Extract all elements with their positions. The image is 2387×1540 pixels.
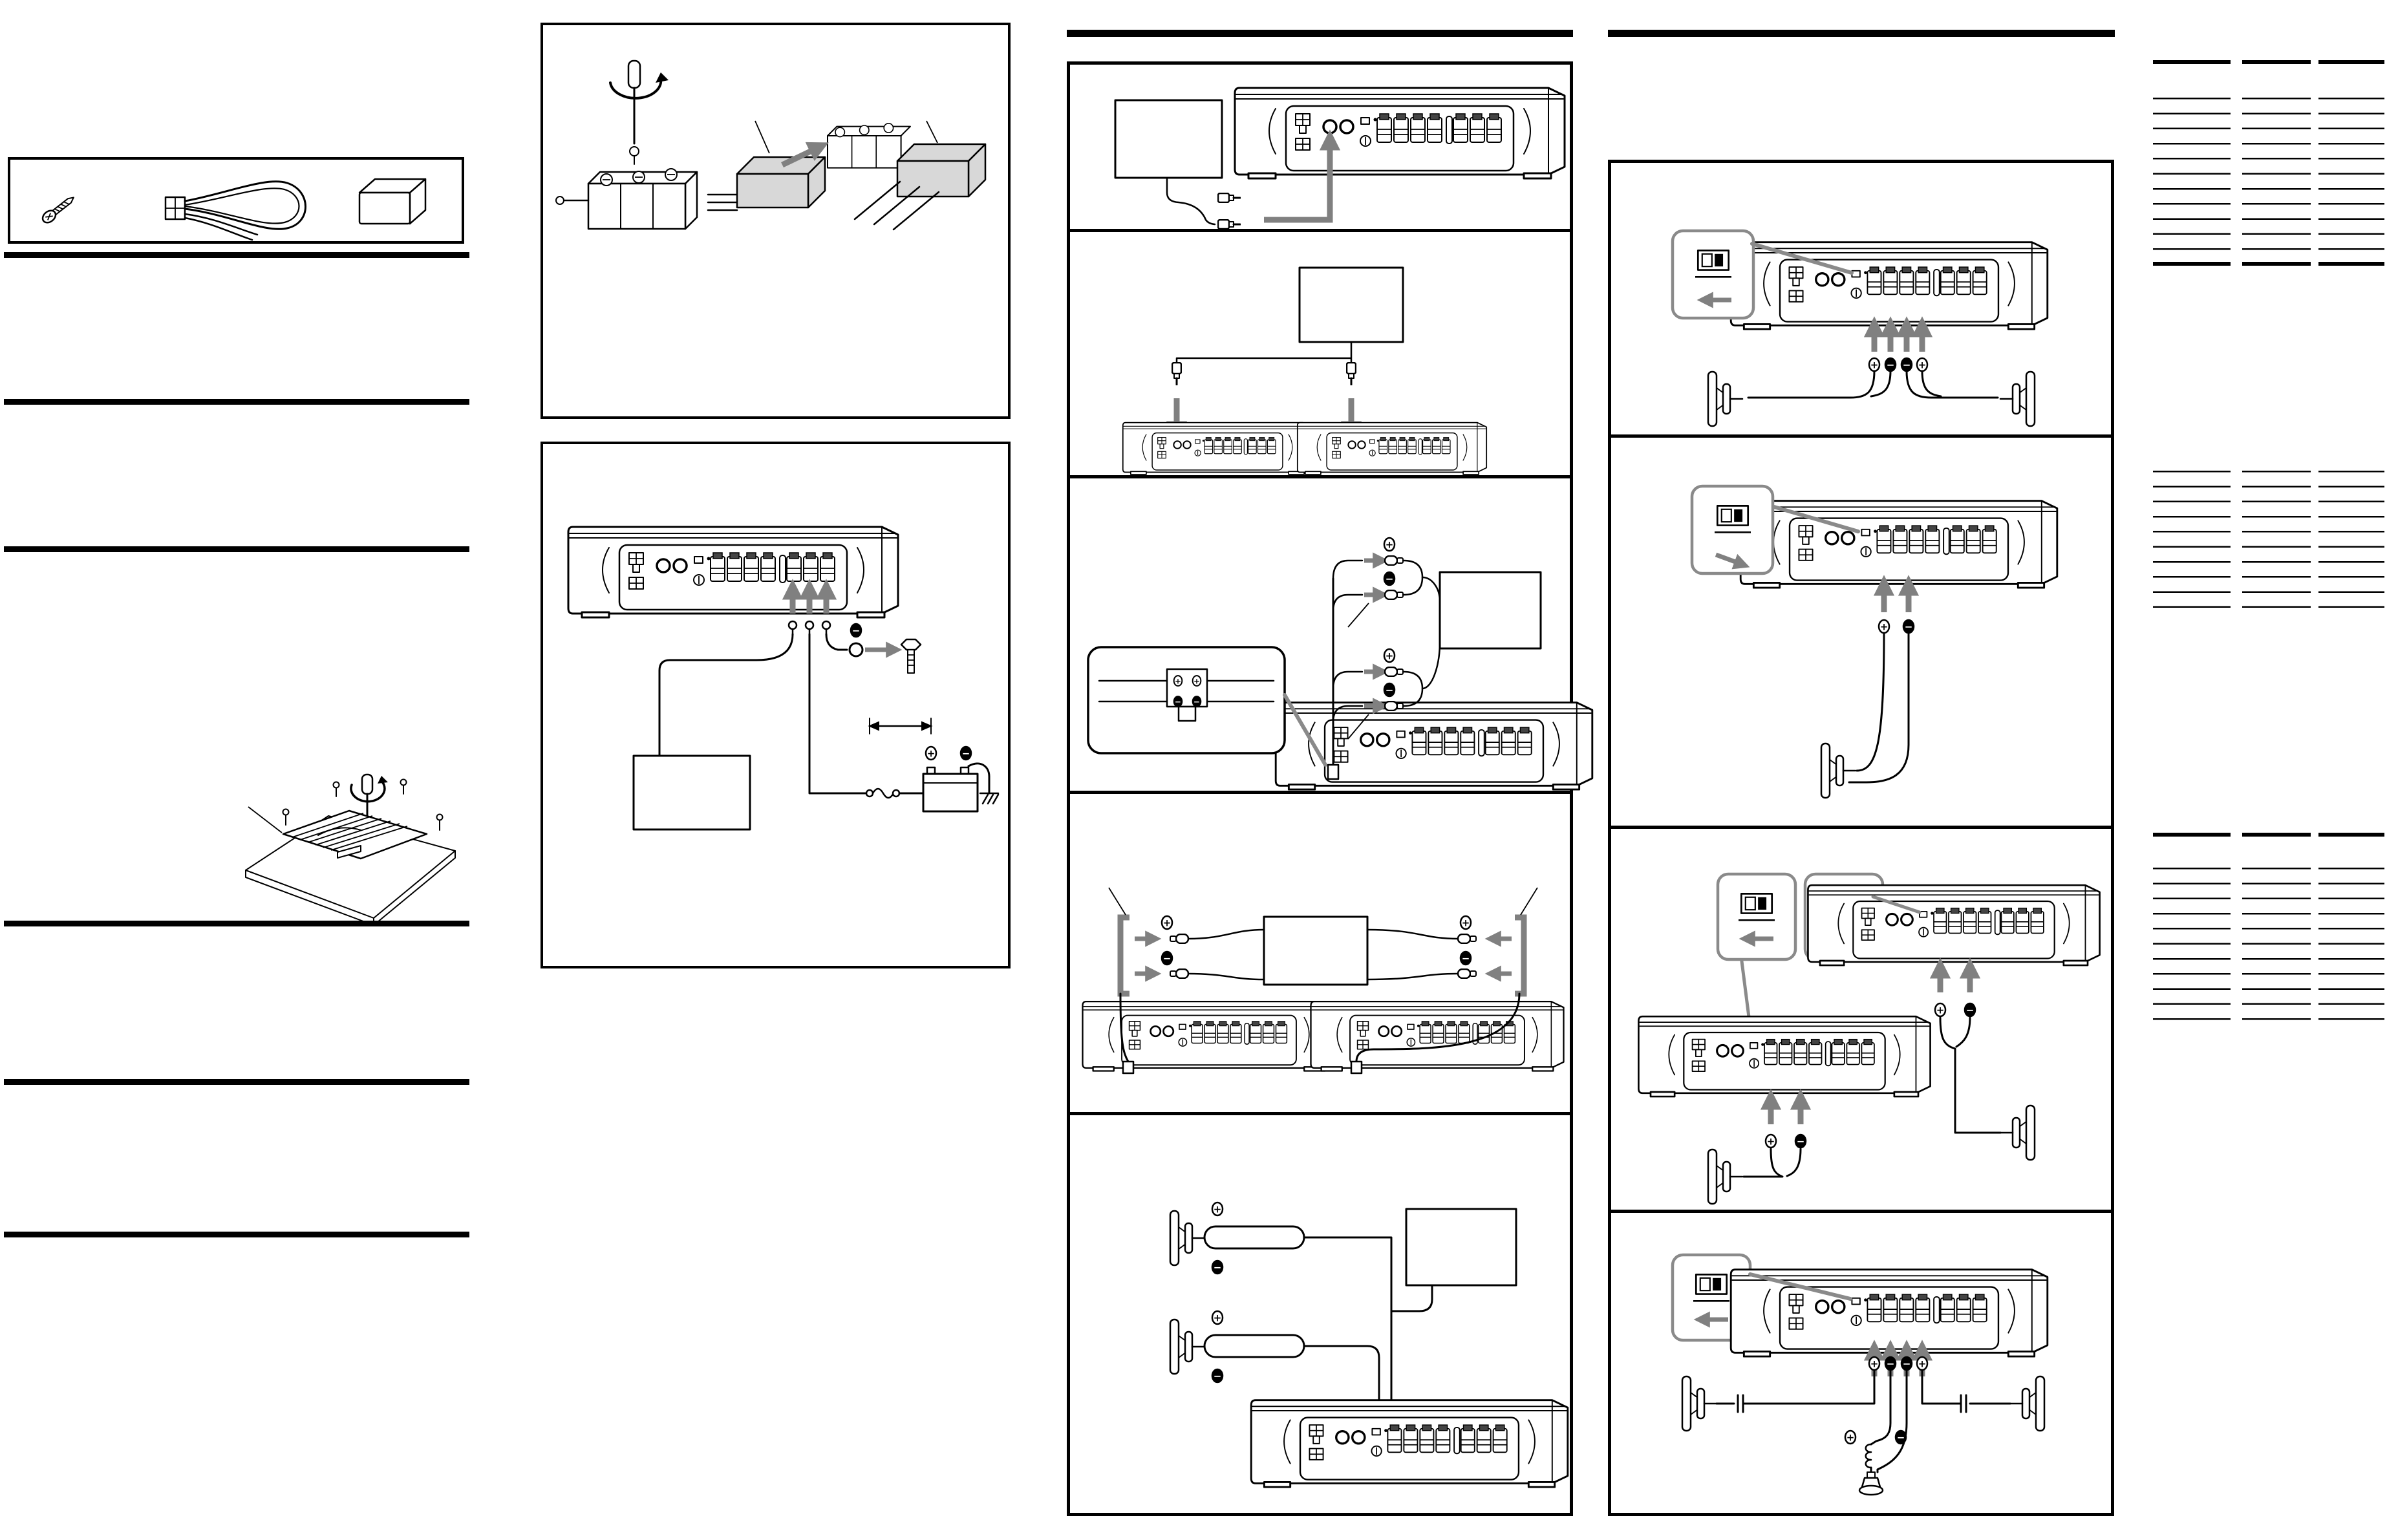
mounting-screw-icon: [40, 193, 76, 225]
section-stereo-speakers: [1611, 163, 2111, 434]
spec-table-rule-thick: [2153, 60, 2231, 64]
amplifier-isometric: [283, 811, 427, 859]
spec-table-rule-thick: [2242, 60, 2311, 64]
fork-terminal: [850, 643, 862, 656]
harness-bracket: [1515, 917, 1524, 994]
section-high-level-input: [1070, 475, 1570, 791]
amplifier-rear-panel: [1276, 703, 1592, 789]
chassis-bolt-icon: [901, 639, 921, 673]
speaker-connector: [1170, 969, 1188, 978]
spec-table-rule-thick: [2153, 833, 2231, 837]
connector-plug: [1328, 765, 1338, 779]
spec-table-column: [2242, 868, 2311, 1020]
spec-table-column: [2153, 868, 2231, 1020]
section-rule: [4, 1232, 469, 1237]
rca-plug: [1347, 363, 1356, 385]
spec-table-column: [2242, 98, 2311, 250]
power-connection-box: [541, 442, 1011, 968]
speaker-connector: [1170, 934, 1188, 943]
amplifier-rear-panel: [568, 527, 898, 617]
speaker-connections-box: [1608, 160, 2114, 1516]
connector-plug: [1351, 1062, 1362, 1073]
section-three-way-network: [1611, 1210, 2111, 1519]
section-title-bar: [1067, 30, 1573, 37]
speaker-icon: [1170, 1211, 1204, 1265]
mounting-figure: [241, 775, 471, 921]
section-speaker-level-link: [1070, 791, 1570, 1112]
harness-bracket: [1120, 917, 1129, 994]
spec-table-rule-thick: [2242, 262, 2311, 266]
remote-source-box: [634, 756, 750, 829]
input-connections-box: [1067, 61, 1573, 1516]
step-slide-cap: [708, 121, 910, 210]
coil-icon: [1866, 1444, 1871, 1470]
source-unit-box: [1264, 917, 1367, 985]
speaker-icon: [2000, 372, 2035, 426]
speaker-icon: [1170, 1320, 1204, 1374]
mode-switch-callout: [1692, 486, 1773, 573]
mode-switch-callout: [1673, 231, 1753, 318]
amplifier-rear-panel: [1298, 423, 1486, 475]
section-rule: [4, 252, 469, 258]
supplied-parts-box: [8, 157, 464, 244]
section-rule: [4, 546, 469, 552]
ground-icon: [980, 793, 998, 804]
terminal-cap-steps-box: [541, 23, 1011, 419]
section-high-level-speakers: [1070, 1112, 1570, 1519]
speaker-connector: [1385, 556, 1403, 565]
spec-table-rule-thick: [2318, 833, 2384, 837]
capacitor-icon: [1738, 1395, 1743, 1412]
spec-table-rule-thick: [2318, 60, 2384, 64]
section-rule: [4, 1079, 469, 1085]
car-battery: [923, 767, 978, 811]
speaker-icon: [2000, 1106, 2035, 1160]
power-cable-icon: [166, 182, 306, 240]
source-unit-box: [1300, 268, 1403, 342]
speaker-icon: [2010, 1376, 2044, 1431]
amplifier-rear-panel: [1251, 1400, 1568, 1487]
speaker-icon: [1708, 1150, 1742, 1204]
spec-table-rule-thick: [2242, 833, 2311, 837]
amplifier-rear-panel: [1731, 242, 2048, 329]
amplifier-rear-panel: [1808, 885, 2099, 965]
ring-terminals: [789, 621, 830, 634]
connector-plug: [1123, 1062, 1133, 1073]
amplifier-rear-panel: [1638, 1016, 1930, 1096]
connector-detail-inset: [1088, 647, 1285, 753]
amplifier-rear-panel: [1235, 88, 1565, 178]
section-rule: [4, 399, 469, 405]
rca-plug: [1172, 363, 1181, 385]
source-unit-box: [1406, 1209, 1516, 1285]
amplifier-rear-panel: [1123, 423, 1312, 475]
screwdriver-icon: [351, 775, 388, 816]
spec-table-rule-thick: [2153, 262, 2231, 266]
speaker-connector: [1458, 934, 1476, 943]
section-title-bar: [1608, 30, 2115, 37]
section-rule: [4, 921, 469, 926]
step-loosen-screws: [556, 61, 697, 229]
spec-table-column: [2242, 471, 2311, 608]
section-two-amps-rca: [1070, 229, 1570, 475]
protection-cap-icon: [359, 179, 425, 224]
rca-plug: [1218, 220, 1240, 229]
speaker-connector: [1385, 667, 1403, 676]
spec-table-column: [2318, 868, 2384, 1020]
spec-table-rule-thick: [2318, 262, 2384, 266]
speaker-connector: [1385, 701, 1403, 711]
capacitor-icon: [1961, 1395, 1966, 1412]
source-unit-box: [1440, 572, 1541, 648]
amplifier-rear-panel: [1740, 501, 2057, 588]
speaker-icon: [1708, 372, 1742, 426]
amplifier-rear-panel: [1311, 1001, 1564, 1071]
spec-table-column: [2153, 471, 2231, 608]
speaker-icon: [1682, 1376, 1717, 1431]
section-rca-input: [1070, 65, 1570, 229]
woofer-icon: [1859, 1472, 1883, 1495]
spec-table-column: [2153, 98, 2231, 250]
speaker-connector: [1458, 969, 1476, 978]
section-two-amps-bridged: [1611, 826, 2111, 1210]
mode-switch-callout: [1718, 874, 1795, 959]
speaker-icon: [1821, 743, 1856, 798]
source-unit-box: [1115, 100, 1222, 178]
spec-table-column: [2318, 471, 2384, 608]
speaker-connector: [1385, 590, 1403, 599]
spec-table-column: [2318, 98, 2384, 250]
rca-plug: [1218, 193, 1240, 202]
fuse-icon: [866, 789, 923, 798]
section-bridged-mono: [1611, 434, 2111, 826]
